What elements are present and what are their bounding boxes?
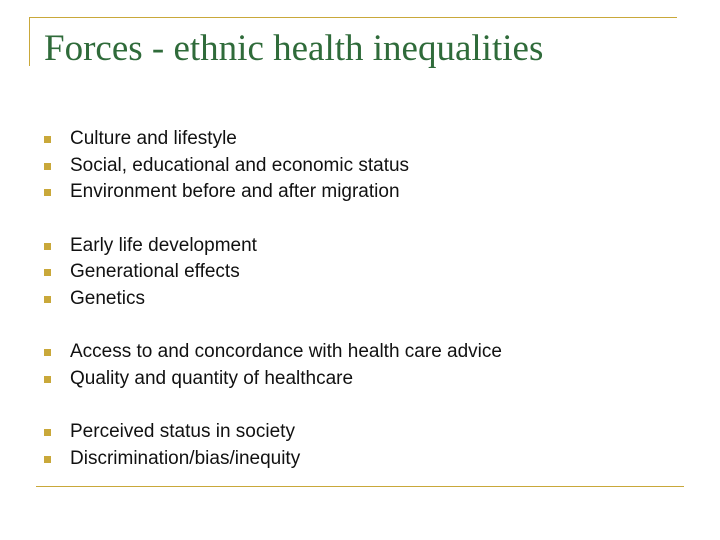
square-bullet-icon (44, 243, 51, 250)
square-bullet-icon (44, 296, 51, 303)
top-rule (29, 17, 677, 18)
bottom-rule (36, 486, 684, 487)
bullet-text: Discrimination/bias/inequity (70, 447, 301, 469)
bullet-text: Perceived status in society (70, 421, 295, 442)
bullet-text: Generational effects (70, 261, 240, 282)
left-rule (29, 17, 30, 66)
bullet-text: Early life development (70, 234, 257, 256)
bullet-text: Culture and lifestyle (70, 128, 237, 149)
square-bullet-icon (44, 163, 51, 170)
square-bullet-icon (44, 456, 51, 463)
bullet-text: Access to and concordance with health care advice (70, 341, 502, 362)
bullet-text: Quality and quantity of healthcare (70, 367, 354, 389)
slide-title: Forces - ethnic health inequalities (44, 28, 544, 69)
bullet-text: Social, educational and economic status (70, 154, 410, 176)
square-bullet-icon (44, 349, 51, 356)
bullet-text: Environment before and after migration (70, 181, 400, 202)
square-bullet-icon (44, 429, 51, 436)
square-bullet-icon (44, 269, 51, 276)
square-bullet-icon (44, 189, 51, 196)
square-bullet-icon (44, 136, 51, 143)
square-bullet-icon (44, 376, 51, 383)
bullet-text: Genetics (70, 287, 145, 309)
